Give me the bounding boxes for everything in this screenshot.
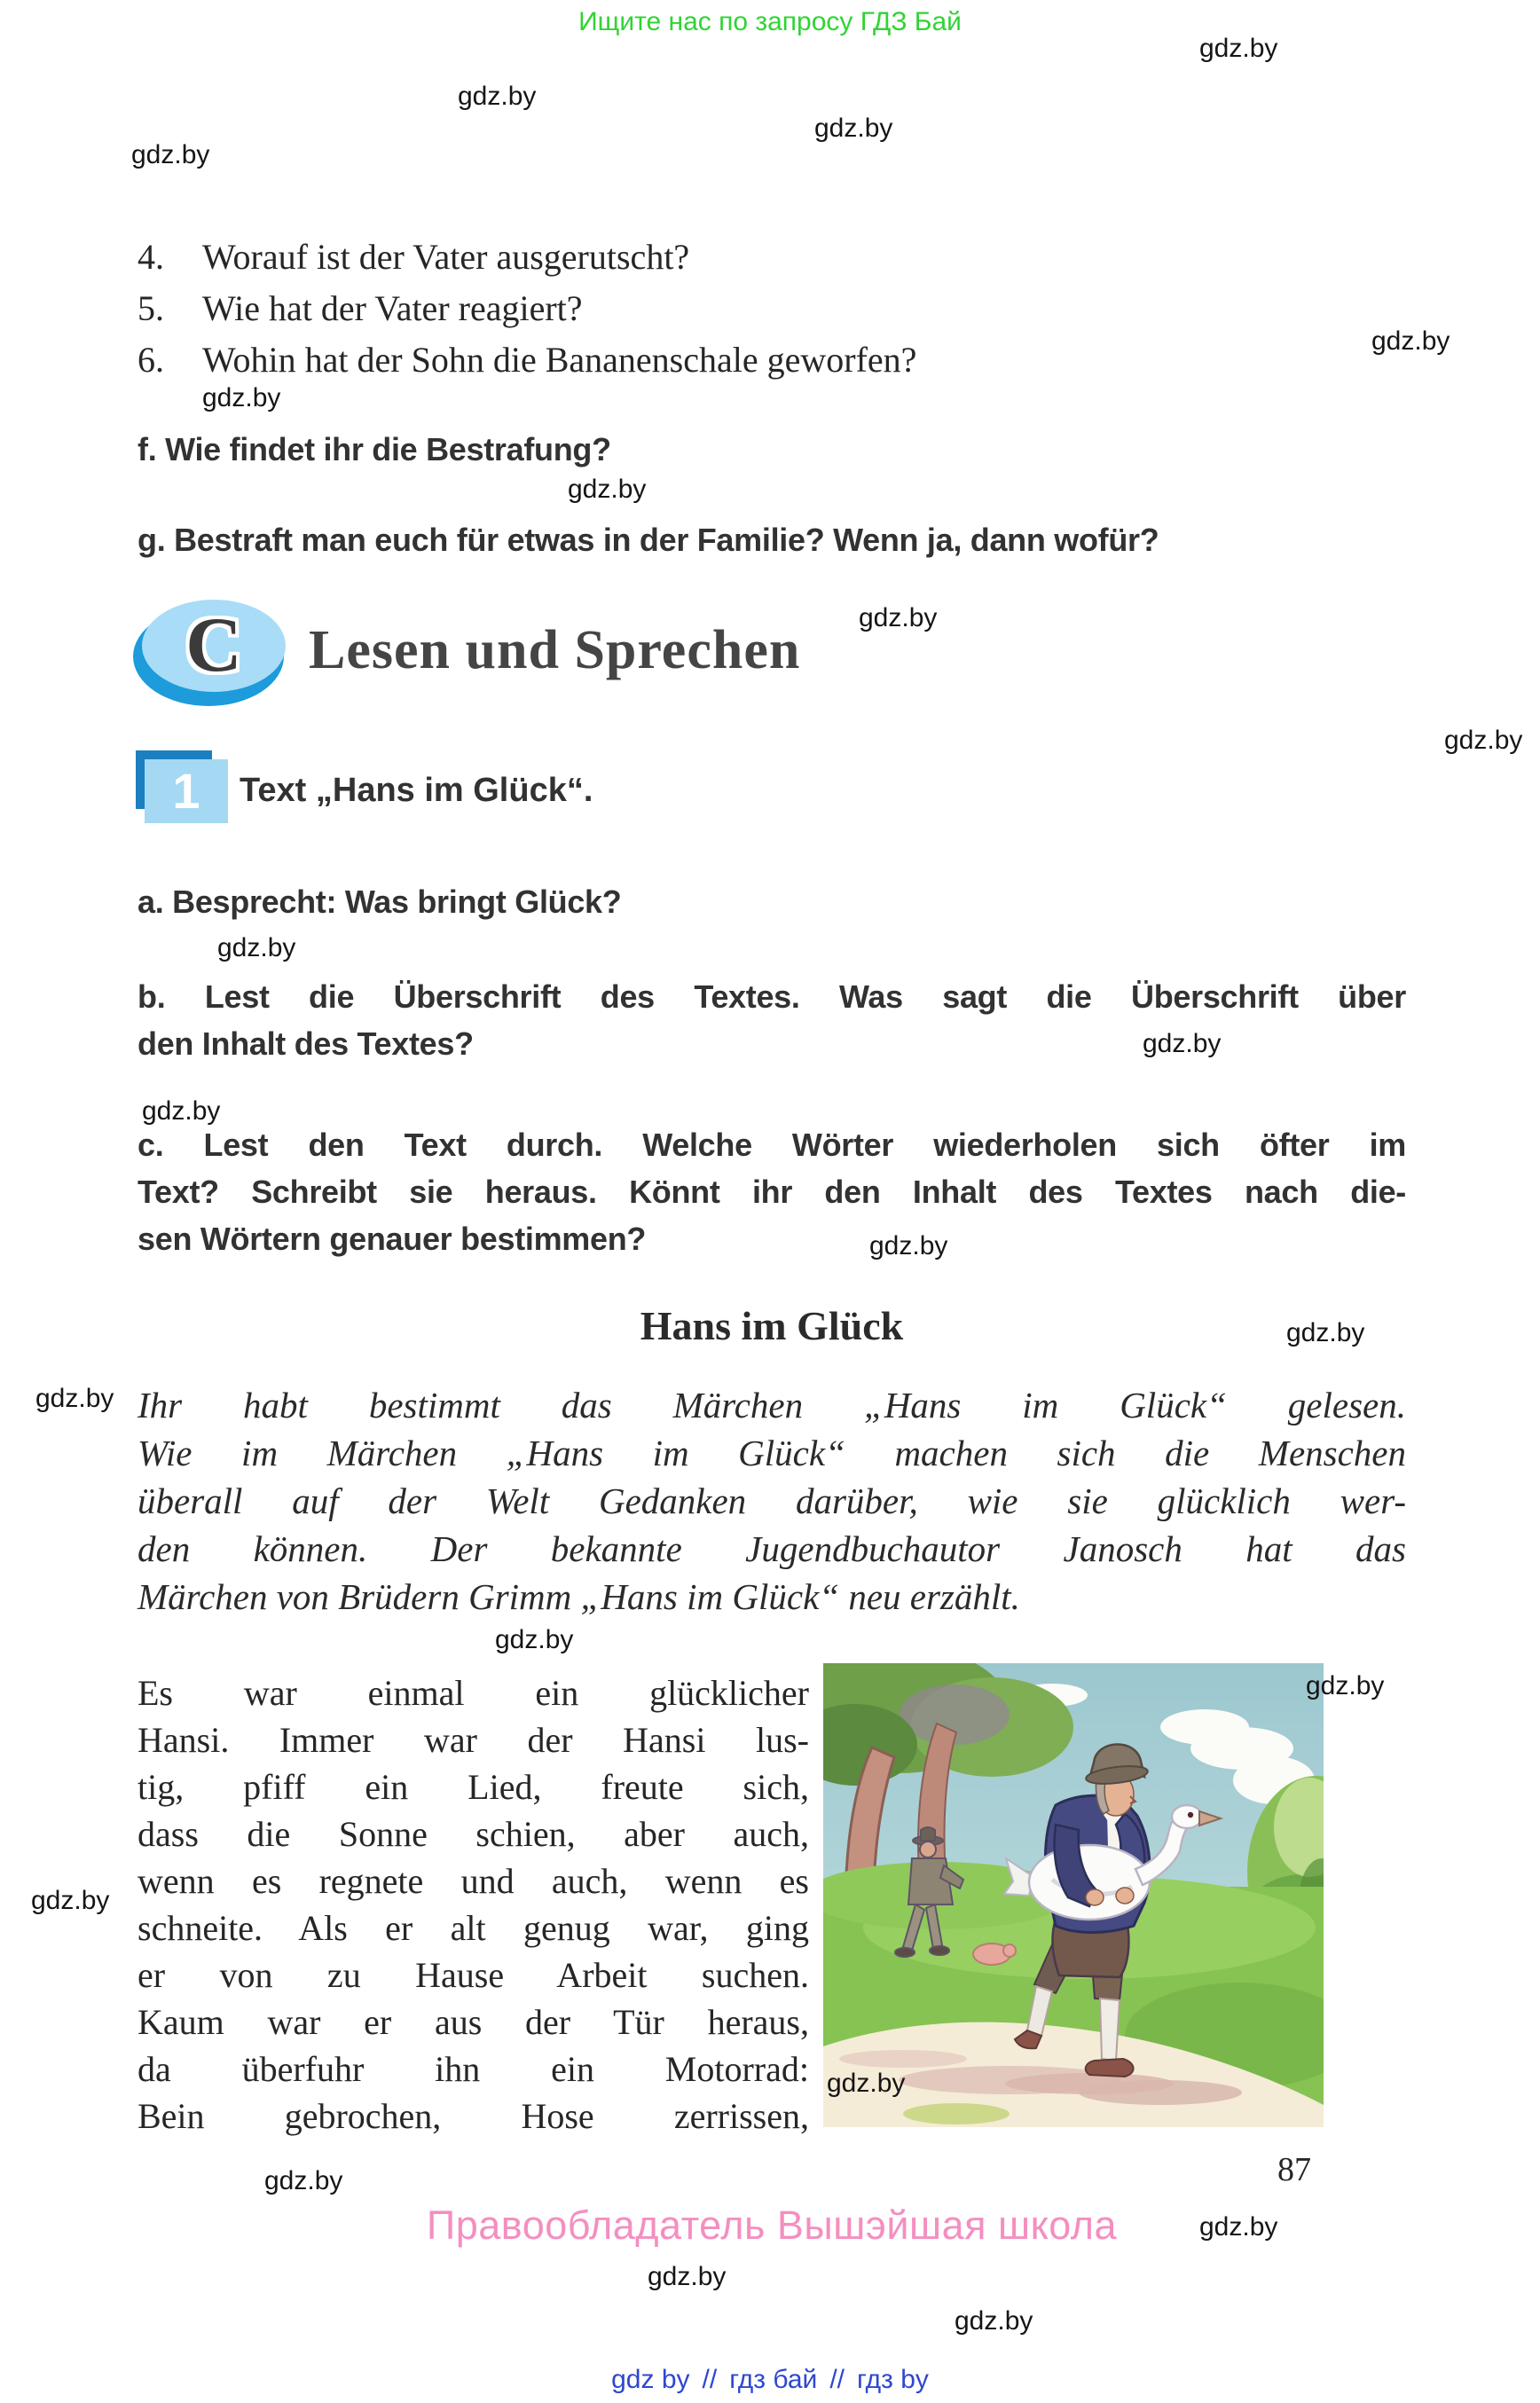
footer-links [0,2365,1540,2395]
task-c-line: Text? Schreibt sie heraus. Könnt ihr den Inhalt des Textes nach die- [138,1174,1406,1210]
story-line: Kaum war er aus der Tür heraus, [138,2002,809,2042]
task-c-line: sen Wörtern genauer bestimmen? [138,1221,647,1257]
gdz-watermark: gdz.by [859,603,938,632]
question-text: Worauf ist der Vater ausgerutscht? [202,237,690,277]
promo-banner: Ищите нас по запросу ГДЗ Бай [578,7,962,36]
gdz-watermark: gdz.by [1306,1671,1385,1700]
gdz-watermark: gdz.by [1444,726,1523,755]
intro-line: überall auf der Welt Gedanken darüber, wie sie glücklich wer- [138,1480,1406,1521]
question-text: Wohin hat der Sohn die Bananenschale geworfen? [202,340,917,380]
task-g: g. Bestraft man euch für etwas in der Familie? Wenn ja, dann wofür? [138,522,1159,558]
intro-line: Wie im Märchen „Hans im Glück“ machen sich die Menschen [138,1433,1406,1473]
gdz-watermark: gdz.by [827,2069,906,2098]
gdz-watermark: gdz.by [202,383,281,412]
story-line: wenn es regnete und auch, wenn es [138,1861,809,1901]
gdz-watermark: gdz.by [264,2166,343,2195]
gdz-watermark: gdz.by [955,2306,1033,2336]
task-b-line: b. Lest die Überschrift des Textes. Was sagt die Überschrift über [138,978,1406,1015]
story-line: er von zu Hause Arbeit suchen. [138,1955,809,1995]
story-line: da überfuhr ihn ein Motorrad: [138,2049,809,2089]
story-line: dass die Sonne schien, aber auch, [138,1814,809,1854]
question-number: 4. [138,237,164,277]
gdz-watermark: gdz.by [1143,1029,1222,1058]
intro-line: den können. Der bekannte Jugendbuchautor Janosch hat das [138,1528,1406,1569]
story-line: Bein gebrochen, Hose zerrissen, [138,2096,809,2136]
footer-link[interactable]: гдз бай [729,2365,818,2394]
story-line: Hansi. Immer war der Hansi lus- [138,1720,809,1760]
footer-link[interactable]: gdz by [611,2365,690,2394]
story-illustration [823,1663,1324,2127]
task-a: a. Besprecht: Was bringt Glück? [138,883,622,920]
gdz-watermark: gdz.by [1199,2212,1278,2242]
question-number: 5. [138,288,164,328]
exercise-title: Text „Hans im Glück“. [240,772,593,809]
question-number: 6. [138,340,164,380]
story-line: Es war einmal ein glücklicher [138,1673,809,1713]
gdz-watermark: gdz.by [568,475,647,504]
story-title: Hans im Glück [640,1303,904,1348]
question-text: Wie hat der Vater reagiert? [202,288,583,328]
task-c-line: c. Lest den Text durch. Welche Wörter wiederholen sich öfter im [138,1127,1406,1163]
link-separator: // [702,2365,718,2394]
exercise-number: 1 [172,763,200,819]
section-title: Lesen und Sprechen [309,620,801,680]
gdz-watermark: gdz.by [814,114,893,143]
gdz-watermark: gdz.by [35,1384,114,1413]
copyright-notice: Правообладатель Вышэйшая школа [426,2203,1118,2248]
intro-line: Ihr habt bestimmt das Märchen „Hans im Glück“ gelesen. [138,1385,1406,1425]
gdz-watermark: gdz.by [142,1096,221,1126]
gdz-watermark: gdz.by [458,82,537,111]
link-separator: // [829,2365,845,2394]
gdz-watermark: gdz.by [131,140,210,169]
intro-line: Märchen von Brüdern Grimm „Hans im Glück“ neu erzählt. [138,1576,1020,1617]
gdz-watermark: gdz.by [1371,326,1450,356]
page-number: 87 [1277,2151,1311,2188]
footer-link[interactable]: гдз by [857,2365,929,2394]
gdz-watermark: gdz.by [1286,1318,1365,1347]
gdz-watermark: gdz.by [869,1231,948,1260]
gdz-watermark: gdz.by [31,1886,110,1915]
gdz-watermark: gdz.by [1199,34,1278,63]
story-line: schneite. Als er alt genug war, ging [138,1908,809,1948]
task-f: f. Wie findet ihr die Bestrafung? [138,431,611,467]
gdz-watermark: gdz.by [217,933,296,962]
gdz-watermark: gdz.by [648,2262,727,2291]
story-line: tig, pfiff ein Lied, freute sich, [138,1767,809,1807]
task-b-line: den Inhalt des Textes? [138,1025,474,1062]
gdz-watermark: gdz.by [495,1625,574,1654]
section-letter: C [185,602,242,688]
